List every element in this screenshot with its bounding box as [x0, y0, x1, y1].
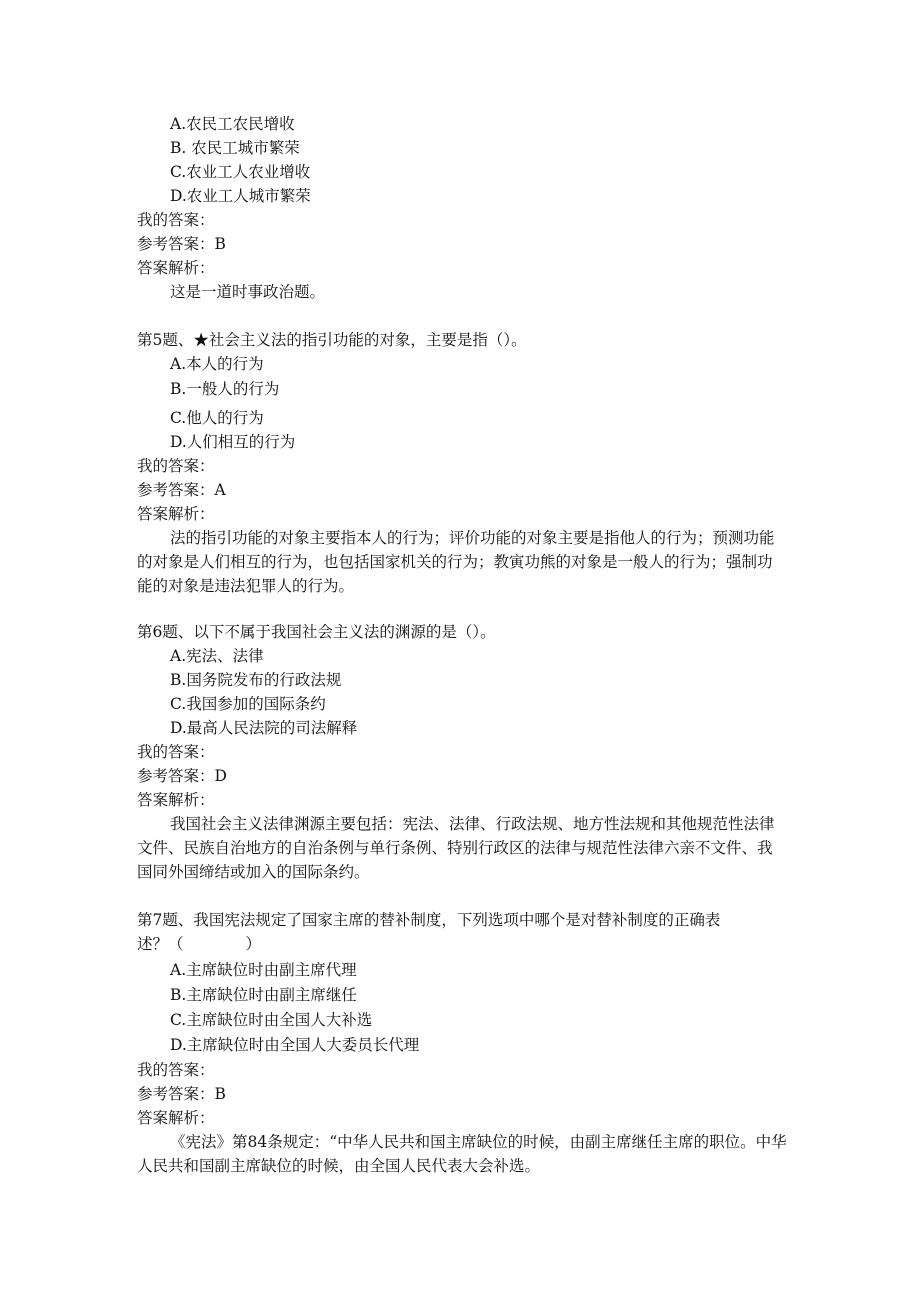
- option-c: C.我国参加的国际条约: [170, 695, 326, 713]
- option-d: D.主席缺位时由全国人大委员长代理: [170, 1036, 420, 1054]
- option-a: A.主席缺位时由副主席代理: [170, 961, 357, 979]
- option-a: A.农民工农民增收: [170, 115, 295, 133]
- reference-answer: 参考答案：B: [137, 1085, 226, 1103]
- option-b: B.国务院发布的行政法规: [170, 671, 342, 689]
- analysis-label: 答案解析：: [137, 259, 215, 277]
- option-a: A.宪法、法律: [170, 647, 264, 665]
- reference-answer: 参考答案：A: [137, 481, 226, 499]
- my-answer-label: 我的答案：: [137, 457, 215, 475]
- option-c: C.农业工人农业增收: [170, 163, 311, 181]
- option-b: B. 农民工城市繁荣: [170, 139, 300, 157]
- analysis-label: 答案解析：: [137, 505, 215, 523]
- analysis-text: 我国社会主义法律渊源主要包括：宪法、法律、行政法规、地方性法规和其他规范性法律文件、民族自治地方的自治条例与单行条例、特别行政区的法律与规范性法律六亲不文件、我国同外国缔结或加入的国际条约。: [137, 815, 775, 881]
- my-answer-label: 我的答案：: [137, 743, 215, 761]
- option-d: D.最高人民法院的司法解释: [170, 719, 358, 737]
- option-d: D.人们相互的行为: [170, 433, 296, 451]
- analysis-label: 答案解析：: [137, 791, 215, 809]
- option-d: D.农业工人城市繁荣: [170, 187, 311, 205]
- analysis-label: 答案解析：: [137, 1109, 215, 1127]
- option-b: B.一般人的行为: [170, 380, 280, 398]
- question-title: 第6题、以下不属于我国社会主义法的渊源的是（）。: [137, 623, 496, 641]
- option-c: C.主席缺位时由全国人大补选: [170, 1011, 373, 1029]
- analysis-text: 《宪法》第84条规定：“中华人民共和国主席缺位的时候，由副主席继任主席的职位。中华人民共和国副主席缺位的时候，由全国人民代表大会补选。: [137, 1133, 787, 1175]
- question-title: 第5题、★社会主义法的指引功能的对象，主要是指（）。: [137, 331, 527, 349]
- question-title-line-1: 第7题、我国宪法规定了国家主席的替补制度，下列选项中哪个是对替补制度的正确表: [137, 911, 721, 929]
- question-title-line-2: 述？（ ）: [137, 935, 262, 953]
- reference-answer: 参考答案：D: [137, 767, 227, 785]
- my-answer-label: 我的答案：: [137, 211, 215, 229]
- my-answer-label: 我的答案：: [137, 1061, 215, 1079]
- analysis-text: 法的指引功能的对象主要指本人的行为；评价功能的对象主要是指他人的行为；预测功能的对象是人们相互的行为，也包括国家机关的行为；教寅功熊的对象是一般人的行为；强制功能的对象是违法犯罪人的行为。: [137, 529, 775, 595]
- reference-answer: 参考答案：B: [137, 235, 226, 253]
- analysis-text: 这是一道时事政治题。: [170, 283, 326, 301]
- option-b: B.主席缺位时由副主席继任: [170, 986, 357, 1004]
- option-c: C.他人的行为: [170, 409, 264, 427]
- option-a: A.本人的行为: [170, 355, 264, 373]
